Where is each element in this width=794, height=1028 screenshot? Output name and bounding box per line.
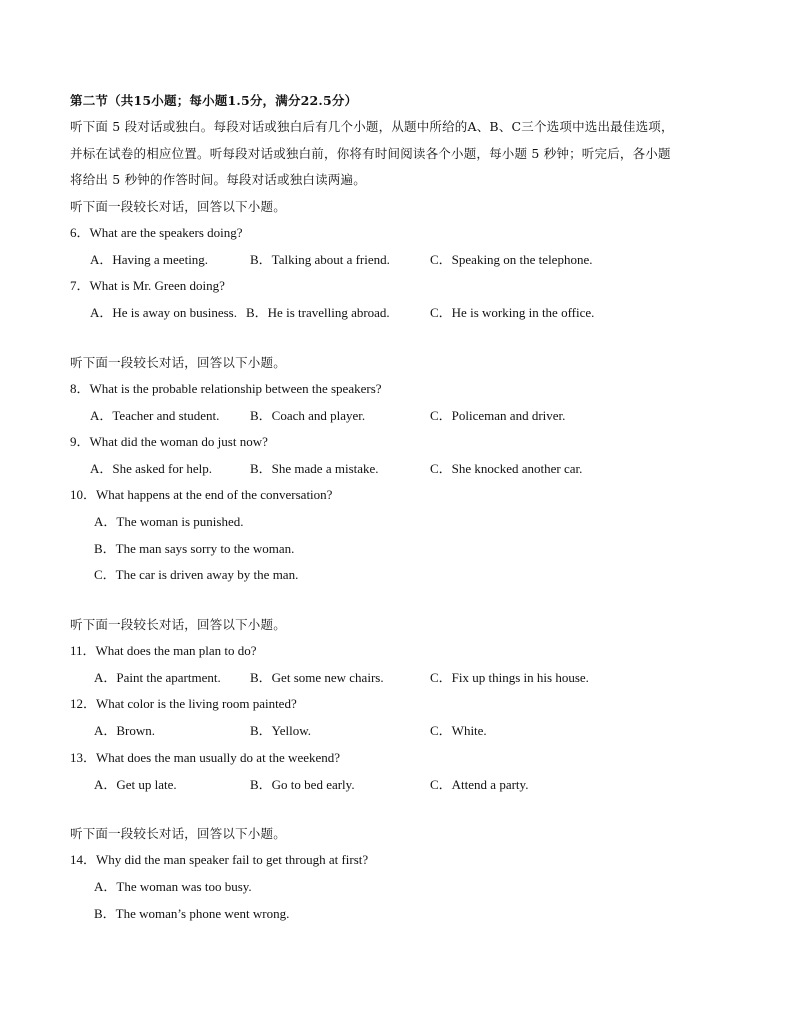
option-c[interactable]: C．Speaking on the telephone.	[430, 252, 593, 267]
option-a[interactable]: A．The woman is punished.	[94, 514, 244, 529]
question-stem: 7．What is Mr. Green doing?	[70, 278, 225, 293]
question-stem: 12．What color is the living room painted?	[70, 696, 297, 711]
option-c[interactable]: C．Fix up things in his house.	[430, 670, 589, 685]
instructions-line-1: 听下面 5 段对话或独白。每段对话或独白后有几个小题，从题中所给的A、B、C三个选项中选出最佳选项，	[70, 119, 674, 134]
question-stem: 11．What does the man plan to do?	[70, 643, 257, 658]
question-stem: 9．What did the woman do just now?	[70, 434, 268, 449]
instructions-line-3: 将给出 5 秒钟的作答时间。每段对话或独白读两遍。	[70, 172, 366, 187]
option-a[interactable]: A．She asked for help.	[90, 461, 213, 476]
option-a[interactable]: A．The woman was too busy.	[94, 879, 252, 894]
option-b[interactable]: B．Coach and player.	[250, 408, 366, 423]
option-a[interactable]: A．Teacher and student.	[90, 408, 220, 423]
option-b[interactable]: B．Talking about a friend.	[250, 252, 390, 267]
option-b[interactable]: B．Yellow.	[250, 723, 312, 738]
option-a[interactable]: A．Having a meeting.	[90, 252, 209, 267]
instructions-line-2: 并标在试卷的相应位置。听每段对话或独白前，你将有时间阅读各个小题，每小题 5 秒钟；听完后，各小题	[70, 146, 671, 161]
option-c[interactable]: C．White.	[430, 723, 487, 738]
option-a[interactable]: A．Brown.	[94, 723, 156, 738]
option-b[interactable]: B．She made a mistake.	[250, 461, 379, 476]
option-a[interactable]: A．Get up late.	[94, 777, 177, 792]
option-b[interactable]: B．Get some new chairs.	[250, 670, 384, 685]
section-heading: 第二节（共15小题；每小题1.5分，满分22.5分）	[70, 93, 358, 108]
option-c[interactable]: C．The car is driven away by the man.	[94, 567, 299, 582]
group-intro: 听下面一段较长对话，回答以下小题。	[70, 355, 286, 370]
question-stem: 8．What is the probable relationship between the speakers?	[70, 381, 382, 396]
option-a[interactable]: A．He is away on business.	[90, 305, 237, 320]
option-a[interactable]: A．Paint the apartment.	[94, 670, 221, 685]
option-c[interactable]: C．She knocked another car.	[430, 461, 583, 476]
option-b[interactable]: B．He is travelling abroad.	[246, 305, 390, 320]
group-intro: 听下面一段较长对话，回答以下小题。	[70, 617, 286, 632]
question-stem: 6．What are the speakers doing?	[70, 225, 243, 240]
option-b[interactable]: B．Go to bed early.	[250, 777, 355, 792]
group-intro: 听下面一段较长对话，回答以下小题。	[70, 199, 286, 214]
question-stem: 14．Why did the man speaker fail to get through at first?	[70, 852, 369, 867]
option-c[interactable]: C．Attend a party.	[430, 777, 529, 792]
question-stem: 10．What happens at the end of the conversation?	[70, 487, 333, 502]
option-b[interactable]: B．The woman’s phone went wrong.	[94, 906, 290, 921]
group-intro: 听下面一段较长对话，回答以下小题。	[70, 826, 286, 841]
option-c[interactable]: C．Policeman and driver.	[430, 408, 566, 423]
option-b[interactable]: B．The man says sorry to the woman.	[94, 541, 295, 556]
option-c[interactable]: C．He is working in the office.	[430, 305, 595, 320]
question-stem: 13．What does the man usually do at the weekend?	[70, 750, 341, 765]
